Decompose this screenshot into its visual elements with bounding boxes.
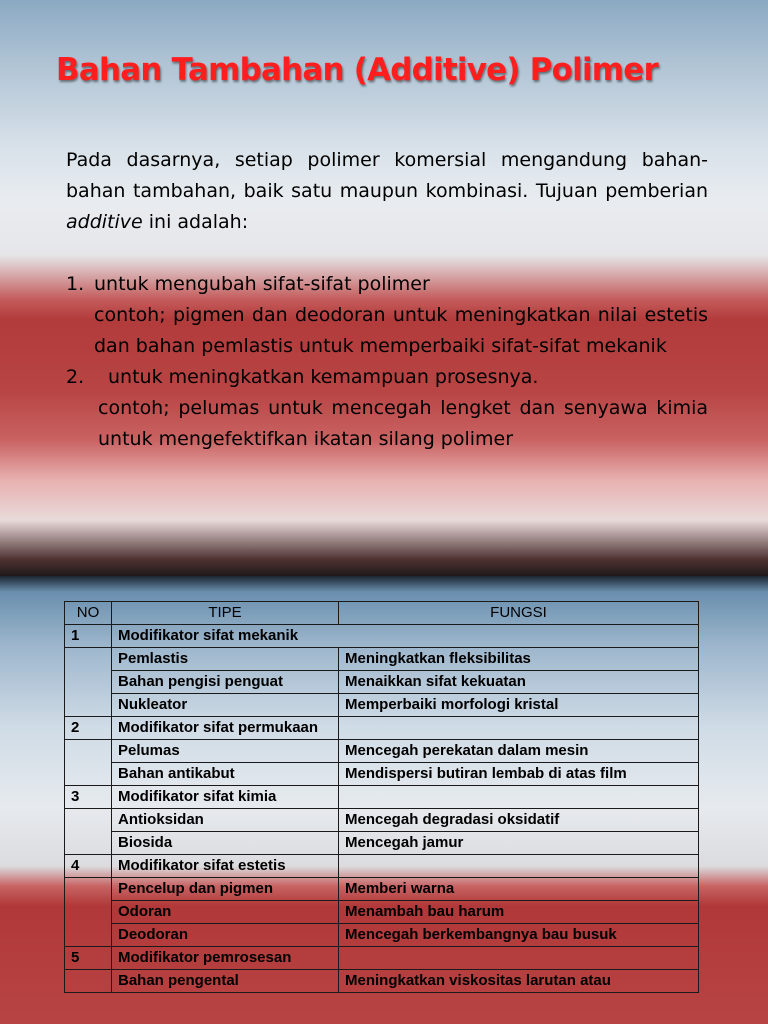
list-item-example: contoh; pigmen dan deodoran untuk meningkatkan nilai estetis dan bahan pemlastis untuk memperbaiki sifat-sifat mekanik: [94, 304, 708, 357]
table-row: [65, 671, 699, 694]
row-fungsi: Memberi warna: [339, 878, 699, 901]
row-tipe: Bahan antikabut: [112, 763, 339, 786]
intro-italic: additive: [66, 211, 143, 233]
slide-2: [0, 576, 768, 1024]
list-item: [66, 269, 708, 362]
header-tipe: TIPE: [112, 602, 339, 625]
row-fungsi: Menaikkan sifat kekuatan: [339, 671, 699, 694]
row-fungsi: Mencegah degradasi oksidatif: [339, 809, 699, 832]
list-item-example: contoh; pelumas untuk mencegah lengket dan senyawa kimia untuk mengefektifkan ikatan silang polimer: [98, 397, 708, 450]
empty-no-cell: [65, 878, 112, 947]
list-number: 2.: [66, 366, 85, 388]
table-row: [65, 970, 699, 993]
group-type: Modifikator sifat mekanik: [112, 625, 699, 648]
row-tipe: Bahan pengental: [112, 970, 339, 993]
row-fungsi: Menambah bau harum: [339, 901, 699, 924]
group-number: 3: [65, 786, 112, 809]
row-tipe: Biosida: [112, 832, 339, 855]
group-row: [65, 717, 699, 740]
group-row: [65, 947, 699, 970]
group-row: [65, 786, 699, 809]
table-row: [65, 878, 699, 901]
list-item-head: untuk meningkatkan kemampuan prosesnya.: [108, 366, 539, 388]
intro-paragraph: [66, 145, 708, 238]
slide-title: Bahan Tambahan (Additive) Polimer: [56, 52, 659, 88]
table-row: [65, 694, 699, 717]
group-row: [65, 625, 699, 648]
group-type: Modifikator sifat kimia: [112, 786, 339, 809]
row-tipe: Antioksidan: [112, 809, 339, 832]
group-number: 4: [65, 855, 112, 878]
table-row: [65, 648, 699, 671]
empty-cell: [339, 947, 699, 970]
empty-no-cell: [65, 809, 112, 855]
empty-cell: [339, 855, 699, 878]
row-fungsi: Mendispersi butiran lembab di atas film: [339, 763, 699, 786]
row-tipe: Pelumas: [112, 740, 339, 763]
row-fungsi: Meningkatkan fleksibilitas: [339, 648, 699, 671]
header-no: NO: [65, 602, 112, 625]
row-tipe: Bahan pengisi penguat: [112, 671, 339, 694]
row-tipe: Pencelup dan pigmen: [112, 878, 339, 901]
empty-no-cell: [65, 970, 112, 993]
list-item: [66, 362, 708, 455]
empty-no-cell: [65, 648, 112, 717]
row-fungsi: Memperbaiki morfologi kristal: [339, 694, 699, 717]
group-number: 5: [65, 947, 112, 970]
table-row: [65, 763, 699, 786]
additive-table: [64, 601, 699, 993]
group-type: Modifikator sifat estetis: [112, 855, 339, 878]
group-number: 1: [65, 625, 112, 648]
table-header-row: [65, 602, 699, 625]
table-row: [65, 740, 699, 763]
row-fungsi: Mencegah berkembangnya bau busuk: [339, 924, 699, 947]
slide-body: [66, 145, 708, 455]
empty-no-cell: [65, 740, 112, 786]
row-tipe: Pemlastis: [112, 648, 339, 671]
group-type: Modifikator sifat permukaan: [112, 717, 339, 740]
table-row: [65, 924, 699, 947]
row-tipe: Odoran: [112, 901, 339, 924]
group-type: Modifikator pemrosesan: [112, 947, 339, 970]
table-row: [65, 809, 699, 832]
intro-text: Pada dasarnya, setiap polimer komersial mengandung bahan-bahan tambahan, baik satu maupun kombinasi. Tujuan pemberian: [66, 149, 708, 202]
row-fungsi: Mencegah perekatan dalam mesin: [339, 740, 699, 763]
row-tipe: Deodoran: [112, 924, 339, 947]
group-number: 2: [65, 717, 112, 740]
intro-text-end: ini adalah:: [142, 211, 249, 233]
empty-cell: [339, 786, 699, 809]
row-fungsi: Meningkatkan viskositas larutan atau: [339, 970, 699, 993]
list-item-head: untuk mengubah sifat-sifat polimer: [94, 273, 430, 295]
header-fungsi: FUNGSI: [339, 602, 699, 625]
list-number: 1.: [66, 273, 85, 295]
row-tipe: Nukleator: [112, 694, 339, 717]
empty-cell: [339, 717, 699, 740]
row-fungsi: Mencegah jamur: [339, 832, 699, 855]
group-row: [65, 855, 699, 878]
table-row: [65, 901, 699, 924]
table-row: [65, 832, 699, 855]
